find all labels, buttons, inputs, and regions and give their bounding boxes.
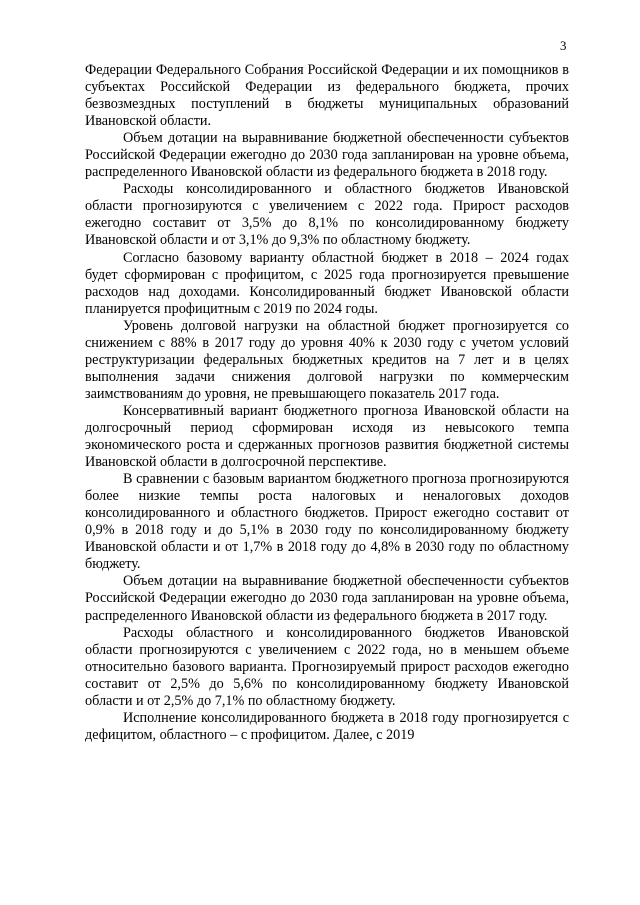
page-number: 3 (560, 38, 567, 53)
paragraph: Согласно базовому варианту областной бюджет в 2018 – 2024 годах будет сформирован с профицитом, с 2025 года прогнозируется превышение расходов над доходами. Консолидированный бюджет Ивановской области планируется профицитным с 2019 по 2024 годы. (85, 249, 569, 317)
paragraph: Уровень долговой нагрузки на областной бюджет прогнозируется со снижением с 88% в 2017 году до уровня 40% к 2030 году с учетом условий реструктуризации федеральных бюджетных кредитов на 7 лет и в целях выполнения задачи снижения долговой нагрузки по коммерческим заимствованиям до уровня, не превышающего показатель 2017 года. (85, 317, 569, 402)
paragraph: В сравнении с базовым вариантом бюджетного прогноза прогнозируются более низкие темпы роста налоговых и неналоговых доходов консолидированного и областного бюджетов. Прирост ежегодно составит от 0,9% в 2018 году и до 5,1% в 2030 году по консолидированному бюджету Ивановской области и от 1,7% в 2018 году до 4,8% в 2030 году по областному бюджету. (85, 471, 569, 573)
paragraph: Объем дотации на выравнивание бюджетной обеспеченности субъектов Российской Федерации ежегодно до 2030 года запланирован на уровне объема, распределенного Ивановской области из федерального бюджета в 2018 году. (85, 130, 569, 181)
paragraph: Расходы областного и консолидированного бюджетов Ивановской области прогнозируются с увеличением с 2022 года, но в меньшем объеме относительно базового варианта. Прогнозируемый прирост расходов ежегодно составит от 2,5% до 5,6% по консолидированному бюджету Ивановской области и от 2,5% до 7,1% по областному бюджету. (85, 624, 569, 709)
paragraph: Консервативный вариант бюджетного прогноза Ивановской области на долгосрочный период сформирован исходя из невысокого темпа экономического роста и сдержанных прогнозов развития бюджетной системы Ивановской области в долгосрочной перспективе. (85, 402, 569, 471)
paragraph: Расходы консолидированного и областного бюджетов Ивановской области прогнозируются с увеличением с 2022 года. Прирост расходов ежегодно составит от 3,5% до 8,1% по консолидированному бюджету Ивановской области и от 3,1% до 9,3% по областному бюджету. (85, 181, 569, 249)
paragraph: Исполнение консолидированного бюджета в 2018 году прогнозируется с дефицитом, областного – с профицитом. Далее, с 2019 (85, 709, 569, 743)
paragraph: Федерации Федерального Собрания Российской Федерации и их помощников в субъектах Российской Федерации из федерального бюджета, прочих безвозмездных поступлений в бюджеты муниципальных образований Ивановской области. (85, 62, 569, 130)
document-body (85, 62, 569, 744)
paragraph: Объем дотации на выравнивание бюджетной обеспеченности субъектов Российской Федерации ежегодно до 2030 года запланирован на уровне объема, распределенного Ивановской области из федерального бюджета в 2017 году. (85, 573, 569, 624)
